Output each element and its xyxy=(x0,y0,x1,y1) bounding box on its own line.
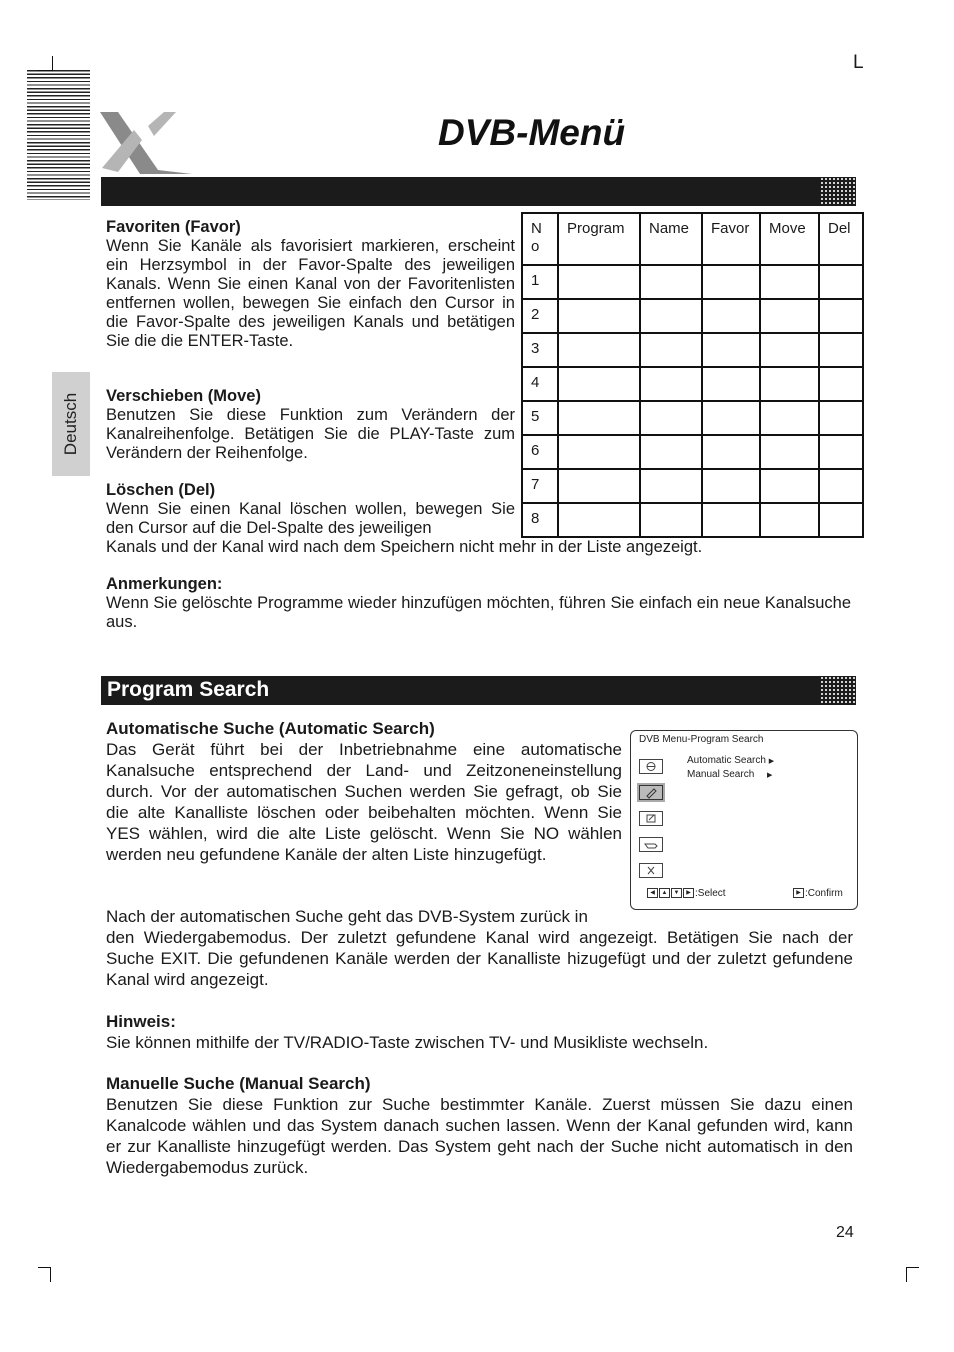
manual-search-section xyxy=(106,1073,853,1178)
del-section xyxy=(106,481,515,538)
auto-search-body: Das Gerät führt bei der Inbetriebnahme eine automatische Kanalsuche entsprechend der Land- und Zeitzoneneinstellung durch. Vor der automatischen Suchen werden Sie gefragt, ob Sie die alte Kanalliste löschen oder beibehalten möchten. Wenn Sie YES wählen, wird die alte Liste gelöscht. Wenn Sie NO wählen werden neu gefundene Kanäle der alten Liste hinzugefügt. xyxy=(106,740,622,864)
row-number: 3 xyxy=(522,333,558,367)
table-header-cell: Del xyxy=(819,213,863,265)
side-tab-label: Deutsch xyxy=(61,392,80,456)
row-number: 2 xyxy=(522,299,558,333)
crop-mark-bottom-right xyxy=(906,1267,919,1282)
table-row xyxy=(522,299,863,333)
del-body-1: Wenn Sie einen Kanal löschen wollen, bewegen Sie den Cursor auf die Del-Spalte des jeweiligen xyxy=(106,500,515,537)
table-row xyxy=(522,367,863,401)
osd-globe-icon xyxy=(639,759,663,774)
crop-mark-bottom-left xyxy=(38,1267,51,1282)
move-heading: Verschieben (Move) xyxy=(106,387,261,405)
crop-mark-top-left xyxy=(38,56,53,71)
table-row xyxy=(522,469,863,503)
del-body-2: Kanals und der Kanal wird nach dem Speichern nicht mehr in der Liste angezeigt. xyxy=(106,538,703,556)
move-body: Benutzen Sie diese Funktion zum Verändern der Kanalreihenfolge. Betätigen Sie die PLAY-Taste zum Verändern der Reihenfolge. xyxy=(106,406,515,462)
corner-mark: L xyxy=(853,52,864,73)
favor-heading: Favoriten (Favor) xyxy=(106,218,241,236)
arrow-right-icon: ▶ xyxy=(767,772,773,779)
row-number: 5 xyxy=(522,401,558,435)
after-search-line-1: Nach der automatischen Suche geht das DVB-System zurück in xyxy=(106,907,588,926)
manual-search-heading: Manuelle Suche (Manual Search) xyxy=(106,1074,371,1093)
notes-body: Wenn Sie gelöschte Programme wieder hinzufügen möchten, führen Sie einfach ein neue Kanalsuche aus. xyxy=(106,594,851,631)
page-number: 24 xyxy=(836,1224,854,1241)
bar-dot-pattern xyxy=(820,676,856,705)
hint-section xyxy=(106,1011,853,1053)
notes-section xyxy=(106,575,851,632)
hint-body: Sie können mithilfe der TV/RADIO-Taste zwischen TV- und Musikliste wechseln. xyxy=(106,1033,709,1052)
key-right-icon: ▶ xyxy=(683,888,694,898)
section-title-program-search: Program Search xyxy=(107,678,270,701)
bar-dot-pattern xyxy=(820,177,856,206)
osd-item-automatic-search: Automatic Search ▶ xyxy=(687,755,775,766)
osd-hand-icon xyxy=(639,837,663,852)
osd-title: DVB Menu-Program Search xyxy=(639,734,764,745)
table-header-cell: Favor xyxy=(702,213,760,265)
table-row xyxy=(522,333,863,367)
favor-section xyxy=(106,218,515,351)
table-header-cell: Move xyxy=(760,213,819,265)
key-down-icon: ▼ xyxy=(671,888,682,898)
channel-table xyxy=(521,212,864,538)
row-number: 8 xyxy=(522,503,558,537)
notes-heading: Anmerkungen: xyxy=(106,575,223,593)
auto-search-section xyxy=(106,718,622,865)
osd-select-hint: ◀ ▲ ▼ ▶ :Select xyxy=(647,888,726,899)
table-header-cell: N o xyxy=(522,213,558,265)
osd-exit-icon xyxy=(639,863,663,878)
key-up-icon: ▲ xyxy=(659,888,670,898)
row-number: 6 xyxy=(522,435,558,469)
row-number: 4 xyxy=(522,367,558,401)
arrow-right-icon: ▶ xyxy=(768,758,775,765)
key-play-icon: ▶ xyxy=(793,888,804,898)
side-tab-language xyxy=(52,372,90,476)
key-left-icon: ◀ xyxy=(647,888,658,898)
section-bar-program-search xyxy=(101,676,856,705)
table-row xyxy=(522,435,863,469)
row-number: 7 xyxy=(522,469,558,503)
table-row xyxy=(522,265,863,299)
move-section xyxy=(106,387,515,463)
osd-menu-screenshot xyxy=(630,730,858,910)
row-number: 1 xyxy=(522,265,558,299)
osd-item-manual-search: Manual Search ▶ xyxy=(687,769,773,780)
del-heading: Löschen (Del) xyxy=(106,481,216,499)
osd-edit-icon xyxy=(639,811,663,826)
decorative-stripes xyxy=(27,70,90,200)
table-header-row xyxy=(522,213,863,265)
page-title: DVB-Menü xyxy=(438,112,626,153)
section-bar-top xyxy=(101,177,856,206)
table-header-cell: Name xyxy=(640,213,702,265)
after-search-body: den Wiedergabemodus. Der zuletzt gefundene Kanal wird angezeigt. Betätigen Sie nach der Suche EXIT. Die gefundenen Kanäle werden der Kanalliste hizugefügt und der zuletzt gefundene Kanal wird angezeigt. xyxy=(106,928,853,989)
table-row xyxy=(522,503,863,537)
osd-search-icon xyxy=(639,785,663,800)
osd-confirm-hint: ▶ :Confirm xyxy=(793,888,843,899)
brand-logo-icon xyxy=(96,108,196,176)
manual-search-body: Benutzen Sie diese Funktion zur Suche bestimmter Kanäle. Zuerst müssen Sie dazu einen Kanalcode wählen und das System danach suchen lassen. Wenn der Kanal gefunden wird, kann er zur Kanalliste hinzugefügt werden. Das System geht nach der Suche nicht automatisch in den Wiedergabemodus zurück. xyxy=(106,1095,853,1177)
favor-body: Wenn Sie Kanäle als favorisiert markieren, erscheint ein Herzsymbol in der Favor-Spalte des jeweiligen Kanals. Wenn Sie einen Kanal von der Favoritenlisten entfernen wollen, bewegen Sie einfach den Cursor in die Favor-Spalte des jeweiligen Kanals und betätigen Sie die die ENTER-Taste. xyxy=(106,237,515,350)
table-row xyxy=(522,401,863,435)
table-header-cell: Program xyxy=(558,213,640,265)
auto-search-heading: Automatische Suche (Automatic Search) xyxy=(106,719,435,738)
hint-heading: Hinweis: xyxy=(106,1012,176,1031)
